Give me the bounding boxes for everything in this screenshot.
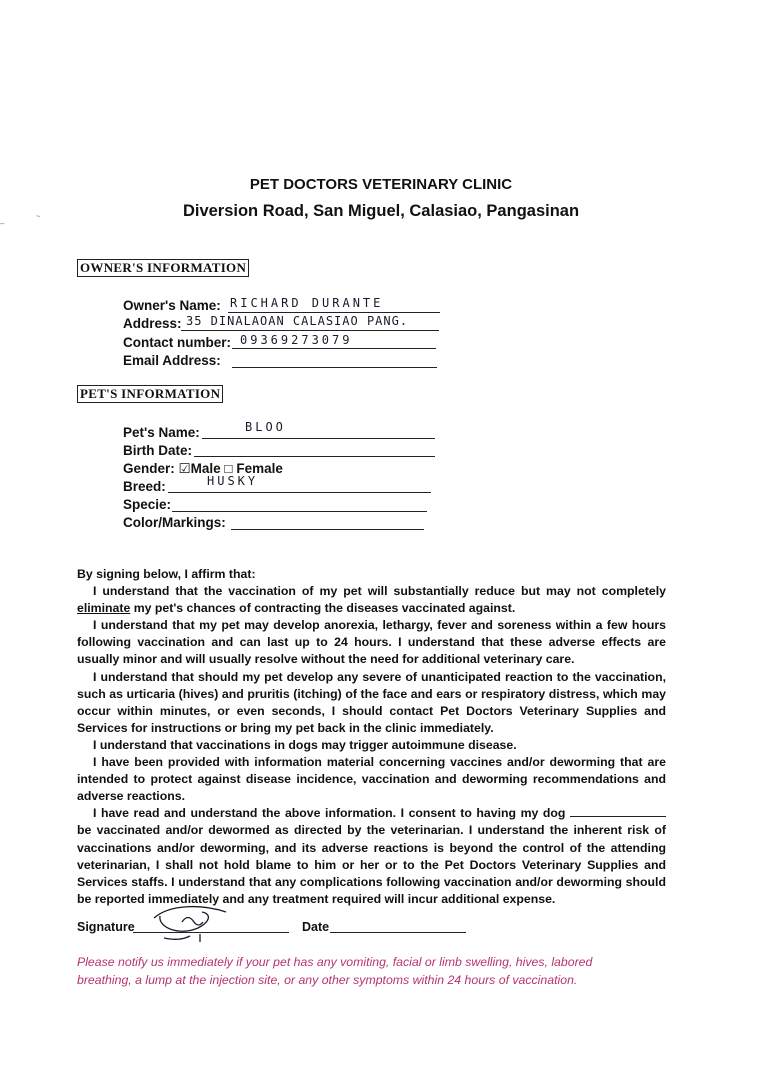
contact-label: Contact number: xyxy=(123,335,231,350)
gender-row xyxy=(123,460,283,478)
notice-text: Please notify us immediately if your pet has any vomiting, facial or limb swelling, hives, labored breathing, a lump at the injection site, or any other symptoms within 24 hours of vaccination. xyxy=(77,955,593,987)
pet-section-title: PET'S INFORMATION xyxy=(77,385,223,403)
consent-paragraph-2: I understand that my pet may develop anorexia, lethargy, fever and soreness within a few hours following vaccination and can last up to 24 hours. I understand that these adverse effects are usually minor and will usually resolve without the need for additional veterinary care. xyxy=(77,618,666,667)
address-label: Address: xyxy=(123,316,182,331)
dog-name-blank[interactable] xyxy=(570,805,666,817)
address-line[interactable] xyxy=(181,330,439,331)
consent-paragraph-6 xyxy=(77,805,666,908)
gender-female-label: Female xyxy=(236,461,283,476)
consent-paragraph-3: I understand that should my pet develop any severe of unanticipated reaction to the vaccination, such as urticaria (hives) and pruritis (itching) of the face and ears or respiratory distress, which may occur within minutes, or even seconds, I should contact Pet Doctors Veterinary Supplies and Services for instructions or bring my pet back in the clinic immediately. xyxy=(77,669,666,735)
consent-paragraph-5: I have been provided with information material concerning vaccines and/or deworming that are intended to protect against disease incidence, vaccination and deworming recommendations and adverse reactions. xyxy=(77,755,666,804)
consent-p1-start: I understand that the vaccination of my pet will substantially reduce but may not completely xyxy=(93,584,666,599)
owner-section-title: OWNER'S INFORMATION xyxy=(77,259,249,277)
owner-name-value: RICHARD DURANTE xyxy=(230,296,384,310)
signature-mark xyxy=(140,898,240,944)
address-value: 35 DINALAOAN CALASIAO PANG. xyxy=(186,314,409,328)
owner-name-line[interactable] xyxy=(228,312,440,313)
consent-text xyxy=(77,566,666,908)
contact-value: 09369273079 xyxy=(240,333,353,347)
female-checkbox-icon[interactable]: □ xyxy=(224,461,233,476)
breed-label: Breed: xyxy=(123,479,166,494)
clinic-name: PET DOCTORS VETERINARY CLINIC xyxy=(249,176,513,193)
color-markings-label: Color/Markings: xyxy=(123,515,226,530)
email-label: Email Address: xyxy=(123,353,221,368)
consent-p6-end: be vaccinated and/or dewormed as directed by the veterinarian. I understand the inherent risk of vaccinations and/or deworming, and its adverse reactions is beyond the control of the attending veterinarian, I shall not hold blame to him or her or to the Pet Doctors Veterinary Supplies and Services staffs. I understand that any complications following vaccination and/or deworming should be reported immediately and any treatment required will incur additional expense. xyxy=(77,823,666,906)
scan-mark: ~ xyxy=(36,212,41,221)
consent-paragraph-1 xyxy=(77,583,666,617)
email-line[interactable] xyxy=(232,367,437,368)
consent-p1-end: my pet's chances of contracting the diseases vaccinated against. xyxy=(130,601,516,616)
breed-value: HUSKY xyxy=(207,474,259,488)
birth-date-label: Birth Date: xyxy=(123,443,193,458)
date-label: Date xyxy=(302,920,330,934)
specie-line[interactable] xyxy=(172,511,427,512)
consent-paragraph-4: I understand that vaccinations in dogs may trigger autoimmune disease. xyxy=(93,737,517,752)
pet-name-value: BLOO xyxy=(245,420,286,434)
consent-intro: By signing below, I affirm that: xyxy=(77,567,256,581)
date-line[interactable] xyxy=(330,932,466,933)
color-markings-line[interactable] xyxy=(231,529,424,530)
clinic-address: Diversion Road, San Miguel, Calasiao, Pangasinan xyxy=(182,202,580,220)
consent-p6-start: I have read and understand the above information. I consent to having my dog xyxy=(93,806,566,821)
pet-name-line[interactable] xyxy=(202,438,435,439)
gender-male-label: Male xyxy=(190,461,221,476)
contact-line[interactable] xyxy=(232,348,436,349)
signature-label: Signature xyxy=(77,920,135,934)
pet-name-label: Pet's Name: xyxy=(123,425,200,440)
specie-label: Specie: xyxy=(123,497,172,512)
birth-date-line[interactable] xyxy=(194,456,435,457)
consent-p1-underlined: eliminate xyxy=(77,601,131,616)
breed-line[interactable] xyxy=(168,492,431,493)
scan-mark: – xyxy=(0,219,5,228)
gender-label: Gender: xyxy=(123,461,175,476)
owner-name-label: Owner's Name: xyxy=(123,298,221,313)
male-checkbox-icon[interactable]: ☑ xyxy=(178,461,191,476)
